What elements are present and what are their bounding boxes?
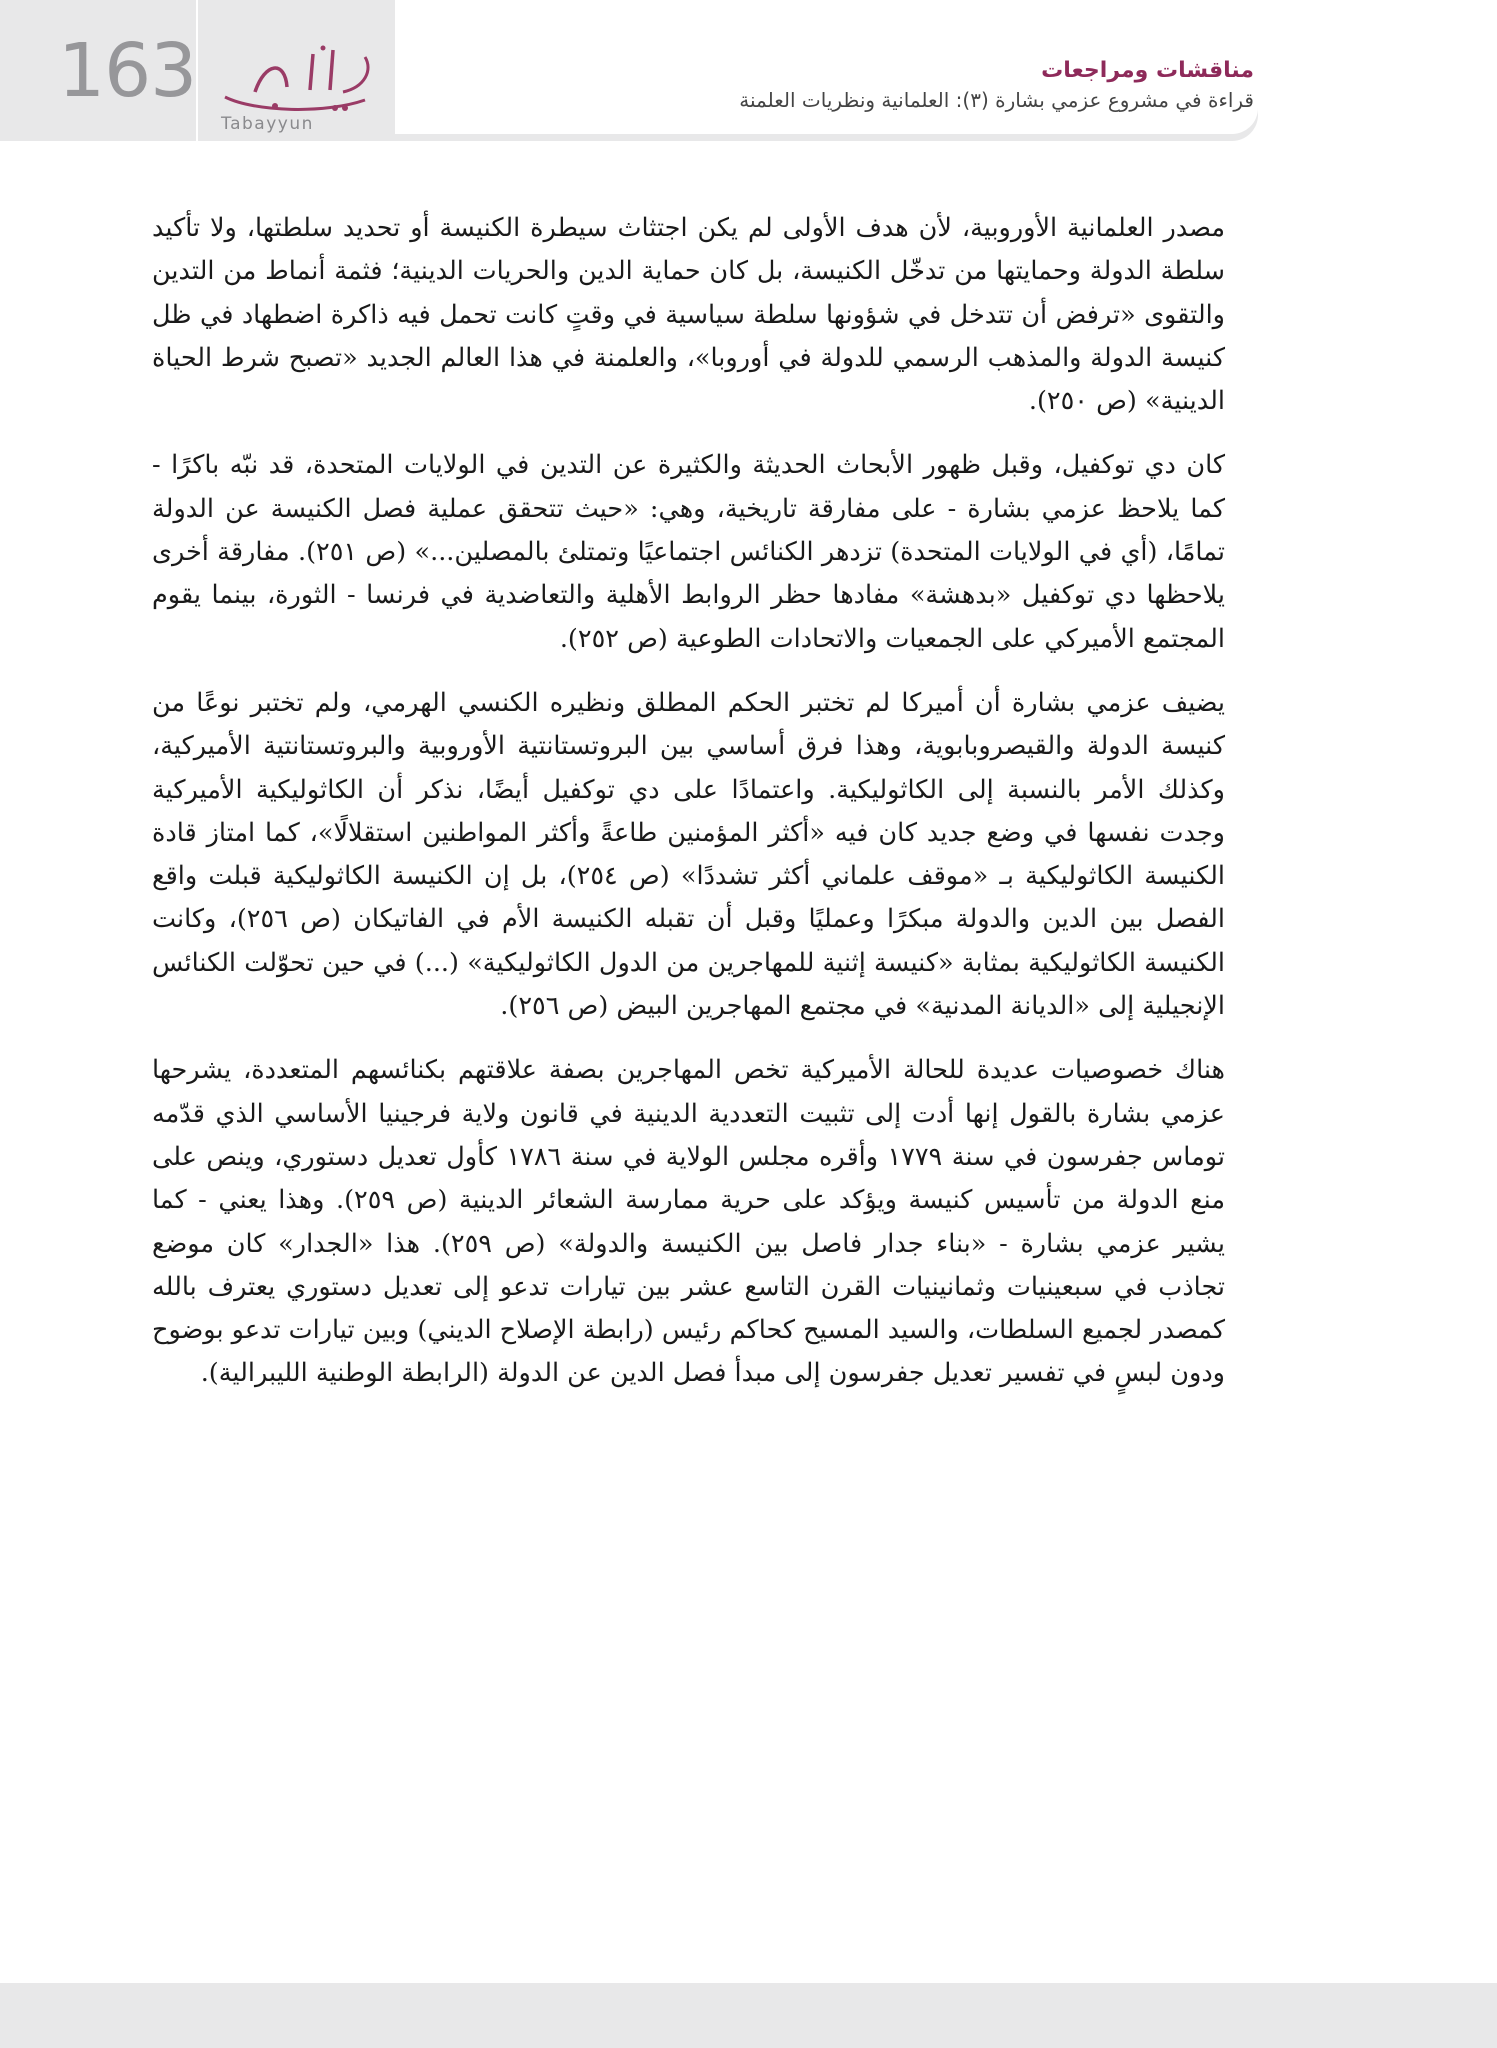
section-subtitle: قراءة في مشروع عزمي بشارة (٣): العلمانية ونظريات العلمنة	[739, 88, 1254, 112]
article-body	[152, 207, 1225, 1417]
paragraph: هناك خصوصيات عديدة للحالة الأميركية تخص المهاجرين بصفة علاقتهم بكنائسهم المتعددة، يشرحها عزمي بشارة بالقول إنها أدت إلى تثبيت التعددية الدينية في قانون ولاية فرجينيا الأساسي الذي قدّمه توماس جفرسون في سنة ١٧٧٩ وأقره مجلس الولاية في سنة ١٧٨٦ كأول تعديل دستوري، وينص على منع الدولة من تأسيس كنيسة ويؤكد على حرية ممارسة الشعائر الدينية (ص ٢٥٩). وهذا يعني - كما يشير عزمي بشارة - «بناء جدار فاصل بين الكنيسة والدولة» (ص ٢٥٩). هذا «الجدار» كان موضع تجاذب في سبعينيات وثمانينيات القرن التاسع عشر بين تيارات تدعو إلى تعديل دستوري يعترف بالله كمصدر لجميع السلطات، والسيد المسيح كحاكم رئيس (رابطة الإصلاح الديني) وبين تيارات تدعو بوضوح ودون لبسٍ في تفسير تعديل جفرسون إلى مبدأ فصل الدين عن الدولة (الرابطة الوطنية الليبرالية).	[151, 1055, 1225, 1389]
page-footer-bar	[0, 1983, 1497, 2048]
tabayyun-logo	[215, 42, 385, 132]
paragraph: كان دي توكفيل، وقبل ظهور الأبحاث الحديثة والكثيرة عن التدين في الولايات المتحدة، قد نبّه باكرًا - كما يلاحظ عزمي بشارة - على مفارقة تاريخية، وهي: «حيث تتحقق عملية فصل الكنيسة عن الدولة تمامًا، (أي في الولايات المتحدة) تزدهر الكنائس اجتماعيًا وتمتلئ بالمصلين...» (ص ٢٥١). مفارقة أخرى يلاحظها دي توكفيل «بدهشة» مفادها حظر الروابط الأهلية والتعاضدية في فرنسا - الثورة، بينما يقوم المجتمع الأميركي على الجمعيات والاتحادات الطوعية (ص ٢٥٢).	[152, 450, 1225, 654]
paragraph: مصدر العلمانية الأوروبية، لأن هدف الأولى لم يكن اجتثاث سيطرة الكنيسة أو تحديد سلطتها، ولا تأكيد سلطة الدولة وحمايتها من تدخّل الكنيسة، بل كان حماية الدين والحريات الدينية؛ فثمة أنماط من التدين والتقوى «ترفض أن تتدخل في شؤونها سلطة سياسية في وقتٍ كانت تحمل فيه ذاكرة اضطهاد في ظل كنيسة الدولة والمذهب الرسمي للدولة في أوروبا»، والعلمنة في هذا العالم الجديد «تصبح شرط الحياة الدينية» (ص ٢٥٠).	[152, 213, 1225, 417]
section-title: مناقشات ومراجعات	[1041, 58, 1254, 83]
header-divider	[196, 0, 198, 141]
paragraph: يضيف عزمي بشارة أن أميركا لم تختبر الحكم المطلق ونظيره الكنسي الهرمي، ولم تختبر نوعًا من كنيسة الدولة والقيصروبابوية، وهذا فرق أساسي بين البروتستانتية الأوروبية والبروتستانتية الأميركية، وكذلك الأمر بالنسبة إلى الكاثوليكية. واعتمادًا على دي توكفيل أيضًا، نذكر أن الكاثوليكية الأميركية وجدت نفسها في وضع جديد كان فيه «أكثر المؤمنين طاعةً وأكثر المواطنين استقلالًا»، كما امتاز قادة الكنيسة الكاثوليكية بـ «موقف علماني أكثر تشددًا» (ص ٢٥٤)، بل إن الكنيسة الكاثوليكية قبلت واقع الفصل بين الدين والدولة مبكرًا وعمليًا وقبل أن تقبله الكنيسة الأم في الفاتيكان (ص ٢٥٦)، وكانت الكنيسة الكاثوليكية بمثابة «كنيسة إثنية للمهاجرين من الدول الكاثوليكية» (...) في حين تحوّلت الكنائس الإنجيلية إلى «الديانة المدنية» في مجتمع المهاجرين البيض (ص ٢٥٦).	[152, 687, 1225, 1022]
page-number: 163	[58, 28, 197, 114]
logo-text: Tabayyun	[221, 114, 314, 134]
tabayyun-calligraphy-icon	[215, 42, 385, 114]
